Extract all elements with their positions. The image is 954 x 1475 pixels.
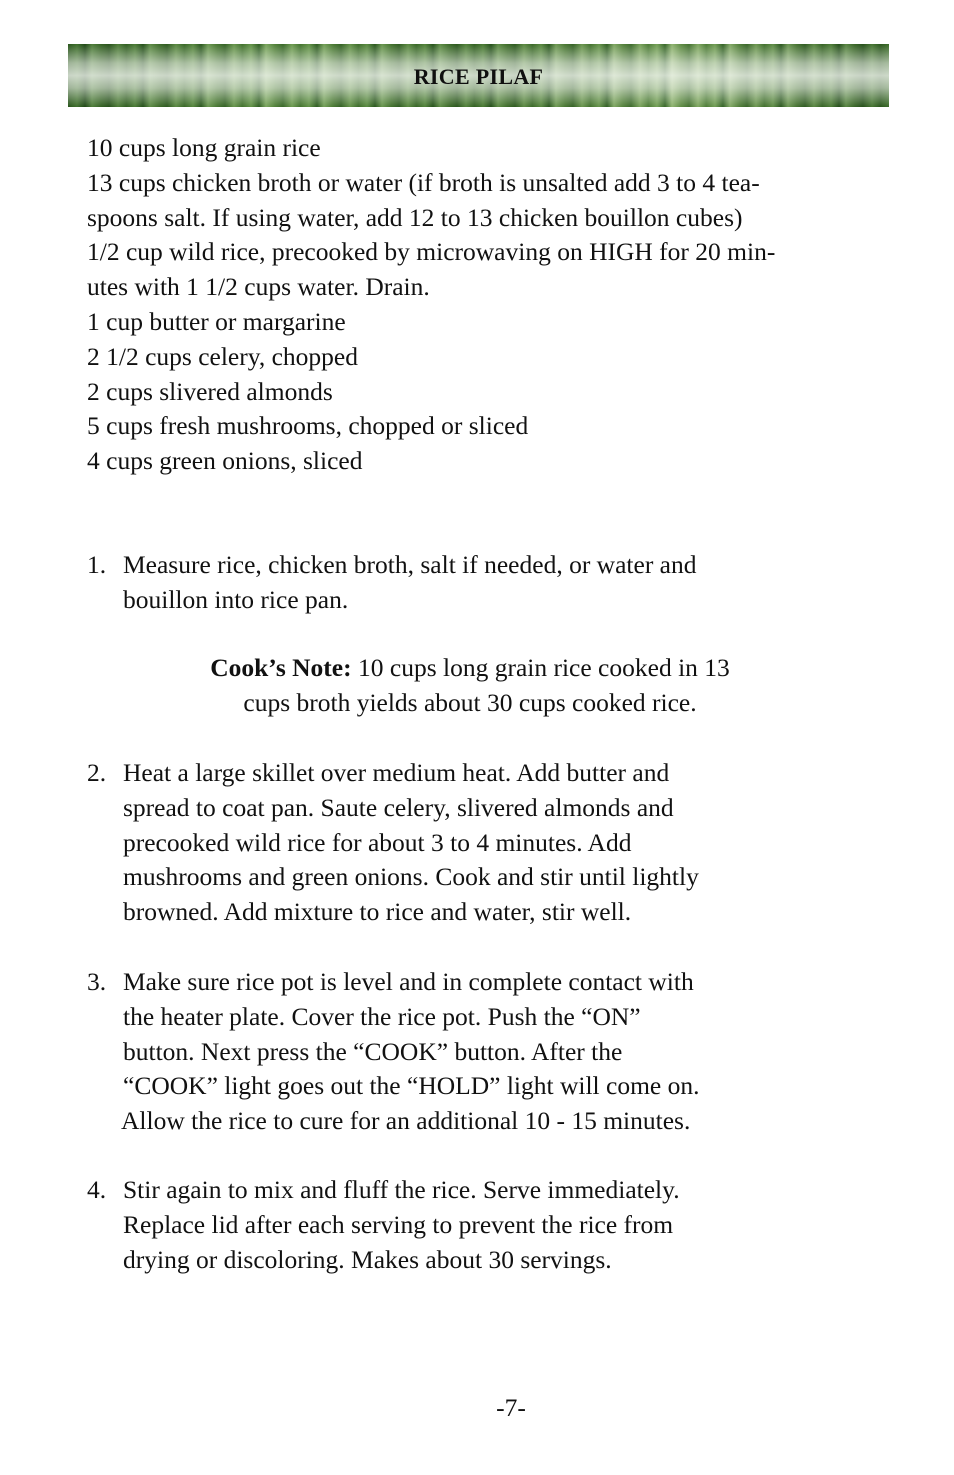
step-line: mushrooms and green onions. Cook and stir until lightly — [123, 862, 699, 892]
step-text — [123, 756, 867, 930]
step-3 — [87, 965, 867, 1139]
step-line: spread to coat pan. Saute celery, slivered almonds and — [123, 792, 674, 822]
step-text — [123, 965, 867, 1139]
ingredient-line: spoons salt. If using water, add 12 to 13 chicken bouillon cubes) — [87, 202, 743, 232]
page-number: -7- — [496, 1393, 526, 1422]
note-line-2: cups broth yields about 30 cups cooked rice. — [243, 687, 697, 717]
note-line-1 — [120, 651, 820, 686]
step-number: 3. — [87, 967, 107, 996]
ingredient-list — [87, 131, 887, 479]
step-text — [123, 1173, 867, 1277]
recipe-title: RICE PILAF — [413, 64, 544, 89]
note-text: 10 cups long grain rice cooked in 13 — [351, 653, 730, 682]
step-number: 1. — [87, 550, 107, 579]
step-1 — [87, 548, 867, 618]
ingredient-line: 5 cups fresh mushrooms, chopped or sliced — [87, 411, 529, 441]
title-banner — [68, 44, 889, 107]
step-line: Make sure rice pot is level and in complete contact with — [123, 967, 694, 996]
step-line: browned. Add mixture to rice and water, stir well. — [123, 897, 632, 927]
step-line: Replace lid after each serving to prevent the rice from — [123, 1209, 674, 1239]
ingredient-line: 2 cups slivered almonds — [87, 376, 333, 406]
ingredient-line: 1/2 cup wild rice, precooked by microwaving on HIGH for 20 min- — [87, 237, 776, 267]
step-number: 4. — [87, 1175, 107, 1204]
step-4 — [87, 1173, 867, 1277]
step-text — [123, 548, 867, 618]
cooks-note — [120, 651, 820, 721]
ingredient-line: 10 cups long grain rice — [87, 133, 321, 162]
step-number: 2. — [87, 758, 107, 787]
step-line: precooked wild rice for about 3 to 4 minutes. Add — [123, 827, 632, 857]
ingredient-line: utes with 1 1/2 cups water. Drain. — [87, 272, 430, 302]
step-line: button. Next press the “COOK” button. After the — [123, 1036, 623, 1066]
step-line: bouillon into rice pan. — [123, 584, 349, 614]
step-line: “COOK” light goes out the “HOLD” light will come on. — [123, 1071, 700, 1101]
note-label: Cook’s Note: — [210, 653, 352, 682]
ingredient-line: 4 cups green onions, sliced — [87, 446, 363, 476]
ingredient-line: 1 cup butter or margarine — [87, 306, 346, 336]
step-line: drying or discoloring. Makes about 30 servings. — [123, 1244, 612, 1274]
step-2 — [87, 756, 867, 930]
ingredient-line: 13 cups chicken broth or water (if broth is unsalted add 3 to 4 tea- — [87, 167, 760, 197]
step-line: the heater plate. Cover the rice pot. Push the “ON” — [123, 1001, 641, 1031]
step-line: Measure rice, chicken broth, salt if needed, or water and — [123, 550, 697, 579]
step-line: Heat a large skillet over medium heat. Add butter and — [123, 758, 670, 787]
ingredient-line: 2 1/2 cups celery, chopped — [87, 341, 358, 371]
step-line: Allow the rice to cure for an additional 10 - 15 minutes. — [121, 1106, 691, 1136]
step-line: Stir again to mix and fluff the rice. Serve immediately. — [123, 1175, 680, 1204]
